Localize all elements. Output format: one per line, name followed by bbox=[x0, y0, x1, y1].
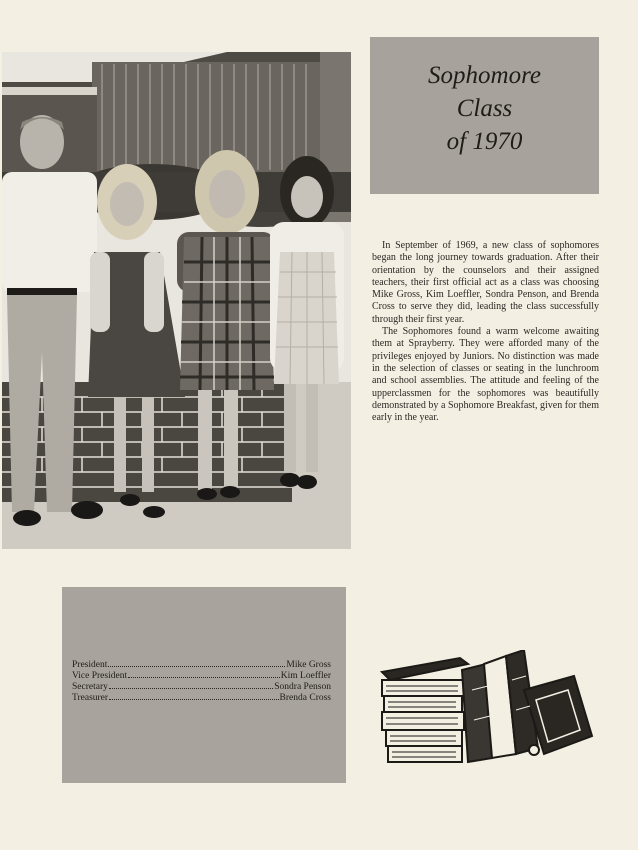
paragraph-1: In September of 1969, a new class of sophomores began the long journey towards graduation. After their orientation by the counselors and their assigned teachers, their first official act as a class was choosing Mike Gross, Kim Loeffler, Sondra Penson, and Brenda Cross to serve they did, leading the class successfully through their first year. bbox=[372, 240, 599, 325]
books-illustration bbox=[378, 650, 594, 768]
article-body bbox=[372, 240, 599, 424]
leader-dots bbox=[128, 670, 280, 678]
officers-panel bbox=[62, 587, 346, 783]
title-panel bbox=[370, 37, 599, 194]
officer-row bbox=[72, 681, 331, 692]
officer-role: Secretary bbox=[72, 682, 108, 692]
officer-row bbox=[72, 659, 331, 670]
officer-role: President bbox=[72, 660, 108, 670]
paragraph-2: The Sophomores found a warm welcome awaiting them at Sprayberry. They were afforded many of the privileges enjoyed by Juniors. No distinction was made in the selection of classes or seating in the lunchroom and school assemblies. The attitude and feeling of the upperclassmen for the sophomores was beautifully demonstrated by a Sophomore Breakfast, given for them early in the year. bbox=[372, 326, 599, 424]
officer-name: Sondra Penson bbox=[274, 682, 331, 692]
officer-name: Mike Gross bbox=[286, 660, 331, 670]
title-line-2: Class bbox=[456, 95, 513, 122]
officer-role: Vice President bbox=[72, 671, 128, 681]
officer-name: Kim Loeffler bbox=[280, 671, 331, 681]
leader-dots bbox=[109, 692, 278, 700]
officer-row bbox=[72, 692, 331, 703]
officer-name: Brenda Cross bbox=[279, 693, 331, 703]
officers-list bbox=[72, 659, 331, 703]
photo-illustration bbox=[2, 52, 351, 549]
leader-dots bbox=[109, 681, 273, 689]
title-line-3: of 1970 bbox=[446, 128, 523, 155]
title-line-1: Sophomore bbox=[428, 62, 541, 89]
officer-row bbox=[72, 670, 331, 681]
class-officers-photo bbox=[2, 52, 351, 549]
page-title bbox=[370, 59, 599, 158]
leader-dots bbox=[108, 659, 285, 667]
officer-role: Treasurer bbox=[72, 693, 109, 703]
